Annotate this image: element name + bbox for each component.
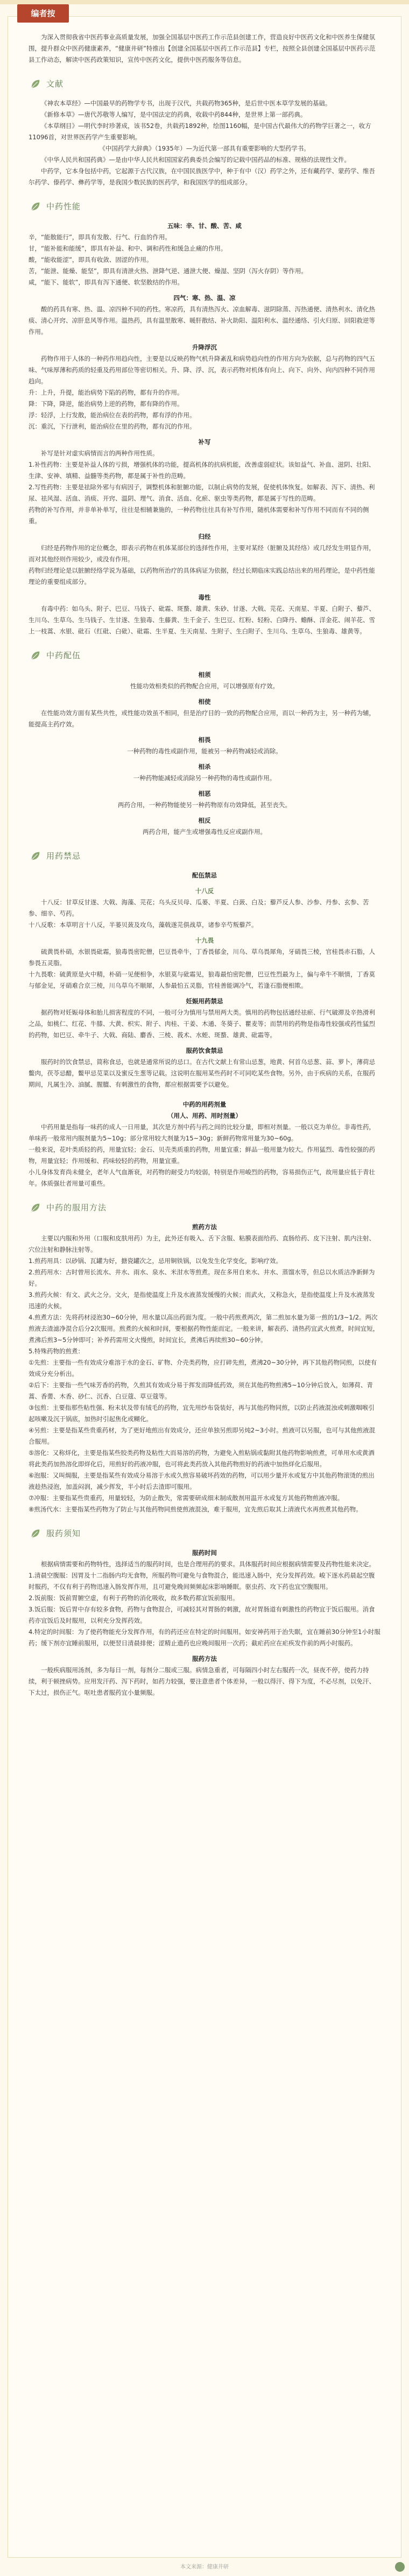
text-paragraph: 主要以内服和外用（口服和皮肤用药）为主，此外还有吸入、舌下含服、粘膜表面给药、直肠给药、皮下注射、肌内注射、穴位注射和静脉注射等。 1.煎药用具：以砂锅、瓦罐为好，搪瓷罐次之，忌用铜铁锅，以免发生化学变化，影响疗效。 2.煎药用水：古时曾用长流水、井水、雨水、泉水、米泔水等煎煮。现在多用自来水、井水、蒸馏水等，但总以水质洁净新鲜为好。 3.煎药火候：有文、武火之分。文火，是指使温度上升及水液蒸发缓慢的火候；而武火，又称急火，是指使温度上升及水液蒸发迅速的火候。 4.煎煮方法：先将药材浸泡30~60分钟，用水量以高出药面为度。一般中药煎煮两次，第二煎加水量为第一煎的1/3~1/2。两次煎液去渣滤净混合后分2次服用。煎煮的火候和时间，要根据药物性能而定。一般来讲，解表药、清热药宜武火煎煮，时间宜短，煮沸后煎3~5分钟即可；补养药需用文火慢煎，时间宜长，煮沸后再续煎30~60分钟。 5.特殊药物的煎煮： ①先煎：主要指一些有效成分难溶于水的金石、矿物、介壳类药物，应打碎先煎，煮沸20~30分钟，再下其他药物同煎，以使有效成分充分析出。 ②后下：主要指一些气味芳香的药物，久煎其有效成分易于挥发而降低药效，须在其他药物煎沸5~10分钟后放入，如薄荷、青蒿、香薷、木香、砂仁、沉香、白豆蔻、草豆蔻等。 ③包煎：主要指那些粘性强、粉末状及带有绒毛的药物，宜先用纱布袋装好，再与其他药物同煎，以防止药液混浊或刺激咽喉引起咳嗽及沉于锅底，加热时引起焦化或糊化。 ④另煎：主要是指某些贵重药材，为了更好地煎出有效成分，还应单独另煎即另炖2~3小时。煎液可以另服，也可与其他煎液混合服用。 ⑤溶化：又称烊化，主要是指某些胶类药物及粘性大而易溶的药物，为避免入煎粘锅或黏附其他药物影响煎煮，可单用水或黄酒将此类药加热溶化即烊化后，用煎好的药液冲服，也可将此类药放入其他药物煎好的药液中加热烊化后服用。 ⑥泡服：又叫焗服，主要是指某些有效成分易溶于水或久煎容易破坏药效的药物，可以用少量开水或复方中其他药物滚烫的煎出液趁热浸泡，加盖闷润，减少挥发，半小时后去渣即可服用。 ⑦冲服：主要指某些贵重药，用量较轻，为防止散失，常需要研成细末制成散剂用温开水或复方其他药物煎液冲服。 ⑧煎汤代水：主要指某些药物为了防止与其他药物同煎使煎液混浊，难于服用，宜先煎后取其上清液代水再煎煮其他药物。 [29,1235,379,1513]
subheading: 五味：辛、甘、酸、苦、咸 [167,222,242,230]
text-paragraph: 《中国药学大辞典》（1935年）—为近代第一部具有重要影响的大型药学书。 [99,145,310,152]
subheading: 服药饮食禁忌 [186,1047,223,1054]
leaf-icon [30,650,41,661]
text-paragraph: 一般疾病服用汤剂，多为每日一剂，每剂分二服或三服。病情急重者，可每隔四小时左右服药一次，昼夜不停，使药力持续，利于顿挫病势。应用发汗药、泻下药时，如药力较强，要注意患者个体差异，一般以得汗、得下为度，不必尽剂，以免汗、下太过，损伤正气。呕吐患者服药宜小量频服。 [29,1666,375,1696]
section-header-jinji [30,848,380,864]
subheading: 中药的用药剂量 [182,1101,227,1108]
section-title: 服药须知 [46,1528,81,1538]
text-line: 咸，“能下、能软”，即具有泻下通便、软坚散结的作用。 [29,279,184,286]
avatar [395,2562,405,2572]
intro-paragraph: 为深入贯彻我省中医药事业高质量发展，加强全国基层中医药工作示范县创建工作，营造良好中医药文化和中医养生保健氛围，提升群众中医药健康素养，“健康井研”特推出【创建全国基层中医药工作示范县】专栏，按照全县创建全国基层中医药示范县工作动态，解读中医药政策知识，宣传中医药文化，提供中医药服务等信息。 [29,33,376,63]
subheading: 煎药方法 [192,1223,217,1231]
section-header-fuyao [30,1526,380,1541]
text-paragraph: 硫黄畏朴硝，水银畏砒霜，狼毒畏密陀僧，巴豆畏牵牛，丁香畏郁金，川乌、草乌畏犀角，牙硝畏三棱，官桂畏赤石脂，人参畏五灵脂。 十九畏歌：硫黄原是火中精，朴硝一见便相争，水银莫与砒霜见，狼毒最怕密陀僧，巴豆性烈最为上，偏与牵牛不顺情，丁香莫与郁金见，牙硝难合京三棱，川乌草乌不顺犀，人参最怕五灵脂，官桂善能调冷气，若逢石脂便相欺。 [29,948,375,989]
subheading: 相杀 [198,763,211,770]
subheading: 服药方法 [192,1655,217,1662]
section-title: 中药配伍 [46,650,81,660]
text-paragraph: 在性能功效方面有某些共性，或性能功效虽不相同，但是治疗目的一致的药物配合应用，而以一种药为主，另一种药为辅，能提高主药疗效。 [29,709,375,728]
text-paragraph: 中药学，它本身包括中药，它起源于古代汉族，在中国民族医学中，种于有中（汉）药学之外，还有藏药学、蒙药学、维吾尔药学、傣药学、彝药学等，是我国少数民族的医药学，和我国医学的组成部分。 [29,167,375,186]
intro [29,32,380,66]
text-line: 辛，“能散能行”，即具有发散、行气、行血的作用。 [29,233,171,241]
subheading: 毒性 [198,594,211,601]
text-paragraph: 据药物对妊娠母体和胎儿损害程度的不同，一般可分为慎用与禁用两大类。慎用的药物包括通经祛瘀、行气破滞及辛热滑利之品，如桃仁、红花、牛膝、大黄、枳实、附子、肉桂、干姜、木通、冬葵子、瞿麦等；而禁用的药物是指毒性较强或药性猛烈的药物，如巴豆、牵牛子、大戟、商陆、麝香、三棱、莪术、水蛭、斑蝥、雄黄、砒霜等。 [29,1009,375,1039]
subheading: 补写 [198,438,211,446]
subheading: 四气：寒、热、温、凉 [173,294,236,302]
text-paragraph: 《新修本草》—唐代苏敬等人编写，是中国法定的药典，收载中药844种，是世界上第一部药典。 [41,111,307,118]
text-paragraph: 补写是针对虚实病情而言的两种作用性质。 1.补性药物：主要是补益人体的亏损，增强机体的功能，提高机体的抗病机能，改善虚弱症状。该如益气、补血、滋阴、壮阳、生津、安神、填精、益髓等类药物，都是属于补性的范畴。 2.写性药物：主要是祛除外邪与有病因子，调整机体和脏腑功能，以制止病势的发展，促使机体恢复。如解表、泻下、清热、利尿、祛风湿、活血、消痰、开窍、温阴、理气、消食、活血、化瘀、驱虫等类药物，都是属于写性的范畴。 药物的补写作用，并非单补单写，往往是相辅兼施的，一种药物往往具有补写作用，随机体需要和补写作用不同而有不同的侧重。 [29,449,375,525]
article-box [8,16,401,2558]
subheading: 妊娠用药禁忌 [186,997,223,1005]
subheading: 相须 [198,671,211,679]
text-paragraph: 药物作用于人体的一种药作用趋向性，主要是以反映药物气机升降紊乱和病势趋向性的作用方向为依据，总与药物的四气五味、气味厚薄和药质的轻重及药用部位等密切相关。升、降、浮、沉，表示药物对机体有向上、向下、向外、向内四种不同作用趋向。 升：上升，升提，能治病势下陷的药物，都有升的作用。 降：下降，降逆，能治病势上逆的药物，都有降的作用。 浮：轻浮，上行发散，能治病位在表的药物，都有浮的作用。 沉：重沉，下行泄利，能治病位在里的药物，都有沉的作用。 [29,355,375,430]
text-line: 甘，“能补能和能缓”，即具有补益、和中、调和药性和缓急止痛的作用。 [29,245,227,252]
leaf-icon [30,850,41,862]
section-header-xingneng [30,199,380,214]
leaf-icon [30,1202,41,1214]
text-paragraph: 《本草纲目》—明代李时珍著成，该书52卷，共载药1892种，绘图1160幅，是中国古代最伟大的药物学巨著之一，收方11096首，对世界医药学产生重要影响。 [29,122,371,141]
text-paragraph: 《神农本草经》—中国最早的药物学专书，出现于汉代，共载药物365种，是后世中医本草学发展的基础。 [41,99,332,107]
subheading: 十九畏 [195,937,214,944]
section-header-wenxian [30,76,380,91]
leaf-icon [30,201,41,212]
top-border [0,0,409,4]
text-paragraph: 性能功效相类似的药物配合应用，可以增强原有疗效。 [130,682,279,690]
subheading: （用人、用药、用时剂量） [167,1112,242,1119]
text-paragraph: 一种药物能减轻或消除另一种药物的毒性或副作用。 [133,774,276,782]
text-paragraph: 《中华人民共和国药典》—是由中华人民共和国国家药典委员会编写的记载中国药品的标准、规格的法规性文件。 [41,156,350,163]
text-paragraph: 服药时的饮食禁忌，简称食忌，也就是通常所说的忌口。在古代文献上有常山忌葱，地黄、何首乌忌葱、蒜、萝卜，薄荷忌鳖肉，茯苓忌醋，鳖甲忌苋菜以及蜜反生葱等记载。这说明在服用某些药时不可同吃某些食物。另外，由于疾病的关系，在服药期间，凡属生冷、油腻、腥膻、有刺激性的食物，都应根据需要予以避免。 [29,1058,375,1088]
subheading: 相畏 [198,736,211,744]
subheading: 相使 [198,698,211,705]
text-paragraph: 根据病情需要和药物特性，选择适当的服药时间，也是合理用药的要求。具体服药时间应根据病情需要及药物性能来决定。 1.清晨空腹服：因胃及十二指肠内均无食物，所服药物可避免与食物混合，能迅速入肠中，充分发挥药效。峻下逐水药晨起空腹时服药，不仅有利于药物迅速入肠发挥作用，且可避免晚间频频起床影响睡眠。驱虫药、攻下药也宜空腹服用。 2.饭前服：饭前胃腑空虚，有利于药物的消化吸收，故多数药都宜饭前服用。 3.饭后服：饭后胃中存有较多食物，药物与食物混合，可减轻其对胃肠的刺激，故对胃肠道有刺激性的药物宜于饭后服用。消食药亦宜饭后及时服用，以利充分发挥药效。 4.特定的时间服：为了使药物能充分发挥作用，有的药还应在特定的时间服用。如安神药用于治失眠，宜在睡前30分钟至1小时服药；缓下剂亦宜睡前服用，以便翌日清晨排便；涩精止遗药也应晚间服用一次药；截疟药应在疟疾发作前的两小时服药。 [29,1560,380,1647]
section-title: 中药性能 [46,201,81,211]
source-note: 本文来源：健康井研 [180,2564,229,2570]
editor-note-tag: 编者按 [17,4,69,23]
subheading: 相恶 [198,790,211,797]
subheading: 相反 [198,817,211,824]
text-paragraph: 一种药物的毒性或副作用，能被另一种药物减轻或消除。 [127,747,282,755]
section-title: 中药的服用方法 [46,1202,107,1212]
leaf-icon [30,1528,41,1539]
text-paragraph: 酸的药具有寒、热、温、凉四种不同的药性。寒凉药，具有清热泻火、凉血解毒、滋阴除蒸、泻热通便、清热利水、清化热痰、清心开窍、凉肝息风等作用。温热药，具有温里散寒、暖肝散结、补火助阳、温阳利水、温经通络、引火归原、回阳救逆等作用。 [29,305,375,336]
text-paragraph: 有毒中药：如乌头、附子、巴豆、马钱子、砒霜、斑蝥、雄黄、朱砂、甘遂、大戟、芫花、天南星、半夏、白附子、藜芦、生川乌、生草乌、生马钱子、生甘遂、生狼毒、生藤黄、生千金子、生巴豆、红粉、轻粉、白降丹、蟾酥、洋金花、闹羊花、雪上一枝蒿、水银、砒石（红砒、白砒）、砒霜、生半夏、生天南星、生附子、生白附子、生川乌、生草乌、生狼毒、雄黄等。 [29,605,375,635]
section-title: 文献 [46,79,64,89]
text-paragraph: 两药合用，一种药物能使另一种药物原有功效降低，甚至丧失。 [118,801,291,809]
subheading: 服药时间 [192,1549,217,1557]
text-paragraph: 归经是药物作用的定位概念，即表示药物在机体某部位的选择性作用，主要对某经（脏腑及其经络）或几经发生明显作用，而对其他经则作用较少，或没有作用。 药物归经理论是以脏腑经络学说为基础，以药物所治疗的具体病证为依据，经过长期临床实践总结出来的用药理论，是中药性能理论的重要组成部分。 [29,544,375,586]
subheading: 配伍禁忌 [192,872,217,879]
subheading: 归经 [198,533,211,540]
text-paragraph: 中药用量是指每一味药的成人一日用量，其次是方剂中药与药之间的比较分量，即相对剂量。一般以克为单位。非毒性药，单味药一般常用内服剂量为5~10g；部分常用较大剂量为15~30g；新鲜药物常用量为30~60g。 一般来说，花叶类质轻的药，用量宜轻；金石、贝壳类质重的药物，用量宜重；鲜品一般用量为较大。作用猛烈、毒性较强的药物，用量宜轻；作用缓和、药味较轻的药物，用量宜重。 小儿身体发育尚未健全，老年人气血渐衰，对药物的耐受力均较弱，特别是作用峻烈的药物，容易损伤正气，故用量应低于青壮年。体质强壮者用量可重些。 [29,1123,375,1187]
leaf-icon [30,78,41,90]
section-title: 用药禁忌 [46,851,81,861]
text-line: 酸，“能收能涩”，即具有收敛、固涩的作用。 [29,256,153,263]
subheading: 十八反 [195,887,214,895]
text-paragraph: 十八反：甘草反甘遂、大戟、海藻、芫花；乌头反贝母、瓜蒌、半夏、白蔹、白及；藜芦反人参、沙参、丹参、玄参、苦参、细辛、芍药。 十八反歌：本草明言十八反，半蒌贝蔹及攻乌，藻戟遂芫俱战草，诸参辛芍叛藜芦。 [29,898,369,929]
subheading: 升降浮沉 [192,344,217,351]
section-header-peiwu [30,648,380,663]
section-header-fufa [30,1200,380,1215]
text-paragraph: 两药合用，能产生或增强毒性反应或副作用。 [143,828,266,836]
text-line: 苦，“能泄、能燥、能坚”，即具有清泄火热、泄降气逆、通泄大便、燥湿、坚阴（泻火存阴）等作用。 [29,267,307,275]
